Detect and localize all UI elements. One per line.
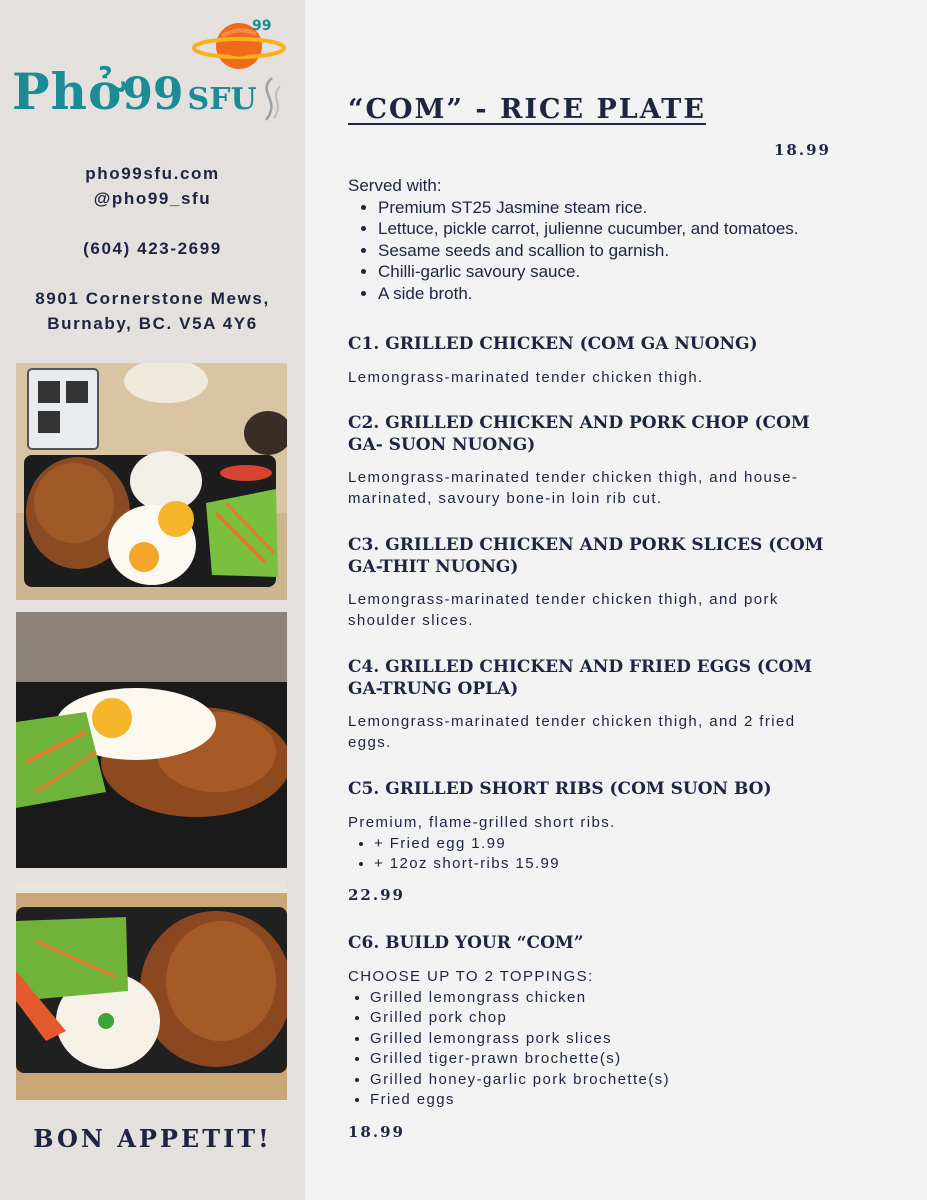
list-item: • A side broth.	[378, 283, 799, 305]
item-c5-desc	[348, 813, 828, 875]
item-c5-desc-text: Premium, flame-grilled short ribs.	[348, 814, 616, 831]
menu-price: 18.99	[774, 141, 831, 159]
list-item: • + Fried egg 1.99	[374, 834, 828, 855]
list-item: • Sesame seeds and scallion to garnish.	[378, 240, 799, 262]
served-list	[348, 197, 799, 305]
served-intro: Served with:	[348, 176, 442, 195]
item-c1-title: C1. GRILLED CHICKEN (COM GA NUONG)	[348, 334, 758, 354]
address-line2: Burnaby, BC. V5A 4Y6	[47, 314, 258, 333]
served-with-section	[348, 175, 799, 304]
item-c2-title: C2. GRILLED CHICKEN AND PORK CHOP (COM GA- SUON NUONG)	[348, 413, 810, 455]
dish-photo-1	[16, 363, 287, 600]
item-c6-toppings	[348, 988, 828, 1111]
sidebar	[0, 0, 305, 1200]
brand-sfu: SFU	[187, 82, 257, 117]
item-c5-price: 22.99	[348, 886, 405, 904]
item-c2-desc: Lemongrass-marinated tender chicken thigh, and house-marinated, savoury bone-in loin rib cut.	[348, 469, 799, 507]
phone-number[interactable]: (604) 423-2699	[83, 239, 222, 258]
dish-photo-3	[16, 881, 287, 1100]
list-item: • Grilled lemongrass pork slices	[370, 1029, 828, 1050]
dish-photo-2	[16, 612, 287, 868]
item-c6-title: C6. BUILD YOUR “COM”	[348, 933, 584, 953]
item-c6-price: 18.99	[348, 1123, 405, 1141]
list-item: • Grilled lemongrass chicken	[370, 988, 828, 1009]
item-c5-addons	[348, 834, 828, 875]
item-c3-desc: Lemongrass-marinated tender chicken thigh, and pork shoulder slices.	[348, 591, 779, 629]
item-c5-title: C5. GRILLED SHORT RIBS (COM SUON BO)	[348, 779, 772, 799]
brand-number: 99	[122, 69, 184, 120]
list-item: • + 12oz short-ribs 15.99	[374, 854, 828, 875]
social-handle[interactable]: @pho99_sfu	[93, 189, 212, 208]
address-line1: 8901 Cornerstone Mews,	[35, 289, 270, 308]
planet-badge: 99	[252, 18, 272, 34]
item-c4-desc: Lemongrass-marinated tender chicken thigh, and 2 fried eggs.	[348, 713, 796, 751]
item-c3-title: C3. GRILLED CHICKEN AND PORK SLICES (COM GA-THIT NUONG)	[348, 535, 824, 577]
brand-pho: Phở	[12, 62, 123, 121]
item-c6-desc	[348, 967, 828, 1111]
menu-title: “COM” - RICE PLATE	[348, 94, 706, 125]
bon-appetit-text: BON APPETIT!	[33, 1124, 272, 1153]
item-c4-title: C4. GRILLED CHICKEN AND FRIED EGGS (COM GA-TRUNG OPLA)	[348, 657, 813, 699]
list-item: • Grilled honey-garlic pork brochette(s)	[370, 1070, 828, 1091]
list-item: • Premium ST25 Jasmine steam rice.	[378, 197, 799, 219]
website-link[interactable]: pho99sfu.com	[85, 164, 220, 183]
item-c6-desc-text: CHOOSE UP TO 2 TOPPINGS:	[348, 968, 594, 985]
steam-icon	[252, 76, 286, 122]
list-item: • Grilled pork chop	[370, 1008, 828, 1029]
list-item: • Fried eggs	[370, 1090, 828, 1111]
list-item: • Lettuce, pickle carrot, julienne cucumber, and tomatoes.	[378, 218, 799, 240]
item-c1-desc: Lemongrass-marinated tender chicken thigh.	[348, 369, 704, 386]
list-item: • Chilli-garlic savoury sauce.	[378, 261, 799, 283]
brand-logo	[12, 62, 257, 121]
list-item: • Grilled tiger-prawn brochette(s)	[370, 1049, 828, 1070]
